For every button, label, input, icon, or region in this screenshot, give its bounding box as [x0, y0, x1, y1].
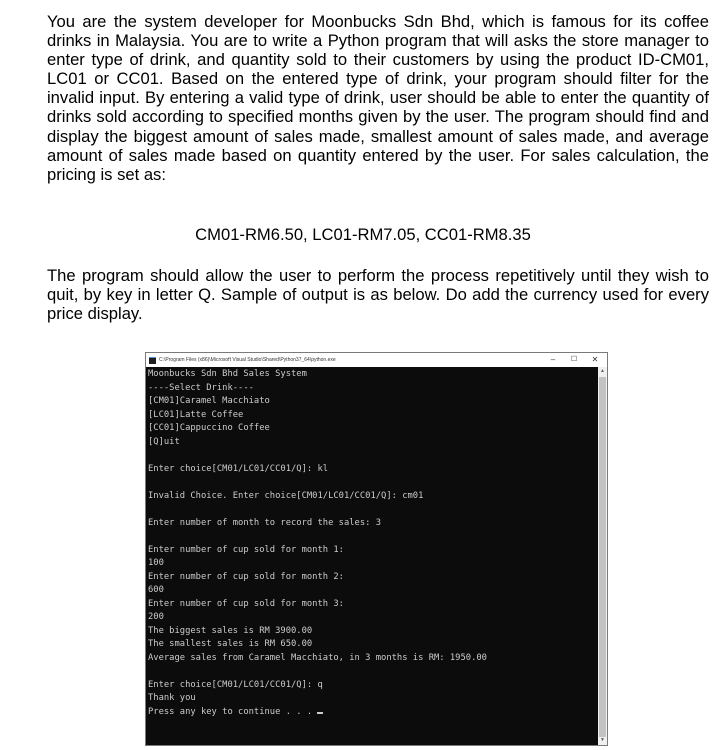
console-output-area[interactable] — [146, 367, 598, 745]
console-app-icon — [149, 357, 156, 364]
assignment-paragraph-1: You are the system developer for Moonbucks Sdn Bhd, which is famous for its coffee drinks in Malaysia. You are to write a Python program that will asks the store manager to enter type of drink, and quantity sold to their customers by using the product ID-CM01, LC01 or CC01. Based on the entered type of drink, your program should filter for the invalid input. By entering a valid type of drink, user should be able to enter the quantity of drinks sold according to specified months given by the user. The program should find and display the biggest amount of sales made, smallest amount of sales made, and average amount of sales made based on quantity entered by the user. For sales calculation, the pricing is set as: — [47, 12, 709, 184]
console-title-bar[interactable] — [146, 353, 607, 367]
assignment-paragraph-2: The program should allow the user to perform the process repetitively until they wish to quit, by key in letter Q. Sample of output is as below. Do add the currency used for every price display. — [47, 266, 709, 324]
pricing-line: CM01-RM6.50, LC01-RM7.05, CC01-RM8.35 — [195, 225, 531, 244]
maximize-button[interactable]: ☐ — [570, 356, 578, 363]
close-button[interactable]: ✕ — [591, 355, 599, 364]
minimize-button[interactable]: – — [550, 355, 556, 364]
console-window — [145, 352, 608, 746]
console-window-title: C:\Program Files (x86)\Microsoft Visual Studio\Shared\Python37_64\python.exe — [159, 357, 336, 363]
console-output-text — [148, 368, 487, 719]
console-scrollbar[interactable] — [598, 367, 607, 745]
scroll-up-arrow-icon[interactable]: ▲ — [600, 368, 605, 374]
scrollbar-thumb[interactable] — [599, 377, 606, 737]
console-cursor — [317, 712, 323, 714]
console-output-lines: Moonbucks Sdn Bhd Sales System ----Select Drink---- [CM01]Caramel Macchiato [LC01]Latte Coffee [CC01]Cappuccino Coffee [Q]uit Enter choice[CM01/LC01/CC01/Q]: kl Invalid Choice. Enter choice[CM01/LC01/CC01/Q]: cm01 Enter number of month to record the sales: 3 Enter number of cup sold for month 1: 100 Enter number of cup sold for month 2: 600 Enter number of cup sold for month 3: 200 The biggest sales is RM 3900.00 The smallest sales is RM 650.00 Average sales from Caramel Macchiato, in 3 months is RM: 1950.00 Enter choice[CM01/LC01/CC01/Q]: q Thank you Press any key to continue . . . — [148, 369, 487, 717]
scroll-down-arrow-icon[interactable]: ▼ — [600, 737, 605, 743]
